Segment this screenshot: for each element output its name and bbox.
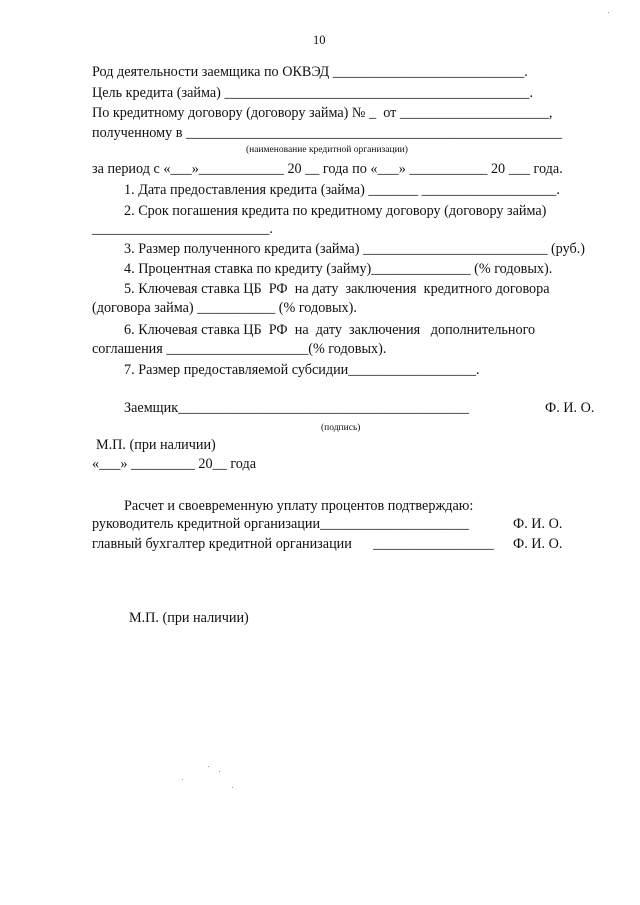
item-1: 1. Дата предоставления кредита (займа) _______ ___________________. (124, 182, 560, 198)
item-5-line-2: (договора займа) ___________ (% годовых). (92, 300, 357, 316)
item-5-line-1: 5. Ключевая ставка ЦБ РФ на дату заключения кредитного договора (124, 281, 550, 297)
scan-speck (232, 787, 233, 788)
item-2: 2. Срок погашения кредита по кредитному договору (договору займа) (124, 203, 547, 219)
confirmation-text: Расчет и своевременную уплату процентов подтверждаю: (124, 498, 474, 514)
stamp-borrower: М.П. (при наличии) (96, 437, 216, 453)
org-name-caption: (наименование кредитной организации) (246, 145, 408, 155)
borrower-signature-line: Заемщик_________________________________________ (124, 400, 469, 416)
okved-line: Род деятельности заемщика по ОКВЭД ___________________________. (92, 64, 528, 80)
page-number: 10 (313, 33, 326, 47)
received-in-line: полученному в _____________________________________________________ (92, 125, 562, 141)
item-3: 3. Размер полученного кредита (займа) __________________________ (руб.) (124, 241, 585, 257)
bank-head-fio: Ф. И. О. (513, 516, 563, 532)
loan-purpose-line: Цель кредита (займа) ___________________________________________. (92, 85, 534, 101)
scan-speck (219, 771, 220, 772)
period-line: за период с «___»____________ 20 __ года по «___» ___________ 20 ___ года. (92, 161, 563, 177)
borrower-fio: Ф. И. О. (545, 400, 595, 416)
chief-accountant-fio: Ф. И. О. (513, 536, 563, 552)
contract-line: По кредитному договору (договору займа) № _ от _____________________, (92, 105, 553, 121)
signature-caption: (подпись) (321, 423, 361, 433)
item-7: 7. Размер предоставляемой субсидии__________________. (124, 362, 480, 378)
date-line: «___» _________ 20__ года (92, 456, 256, 472)
item-2-continuation: _________________________. (92, 221, 273, 237)
bank-head-line: руководитель кредитной организации_____________________ (92, 516, 470, 532)
item-6-line-2: соглашения ____________________(% годовых). (92, 341, 387, 357)
item-4: 4. Процентная ставка по кредиту (займу)______________ (% годовых). (124, 261, 553, 277)
item-6-line-1: 6. Ключевая ставка ЦБ РФ на дату заключения дополнительного (124, 322, 536, 338)
scan-speck (208, 766, 209, 767)
scan-speck (608, 12, 609, 13)
chief-accountant-line: главный бухгалтер кредитной организации _________________ (92, 536, 494, 552)
stamp-bank: М.П. (при наличии) (129, 610, 249, 626)
scan-speck (182, 779, 183, 780)
